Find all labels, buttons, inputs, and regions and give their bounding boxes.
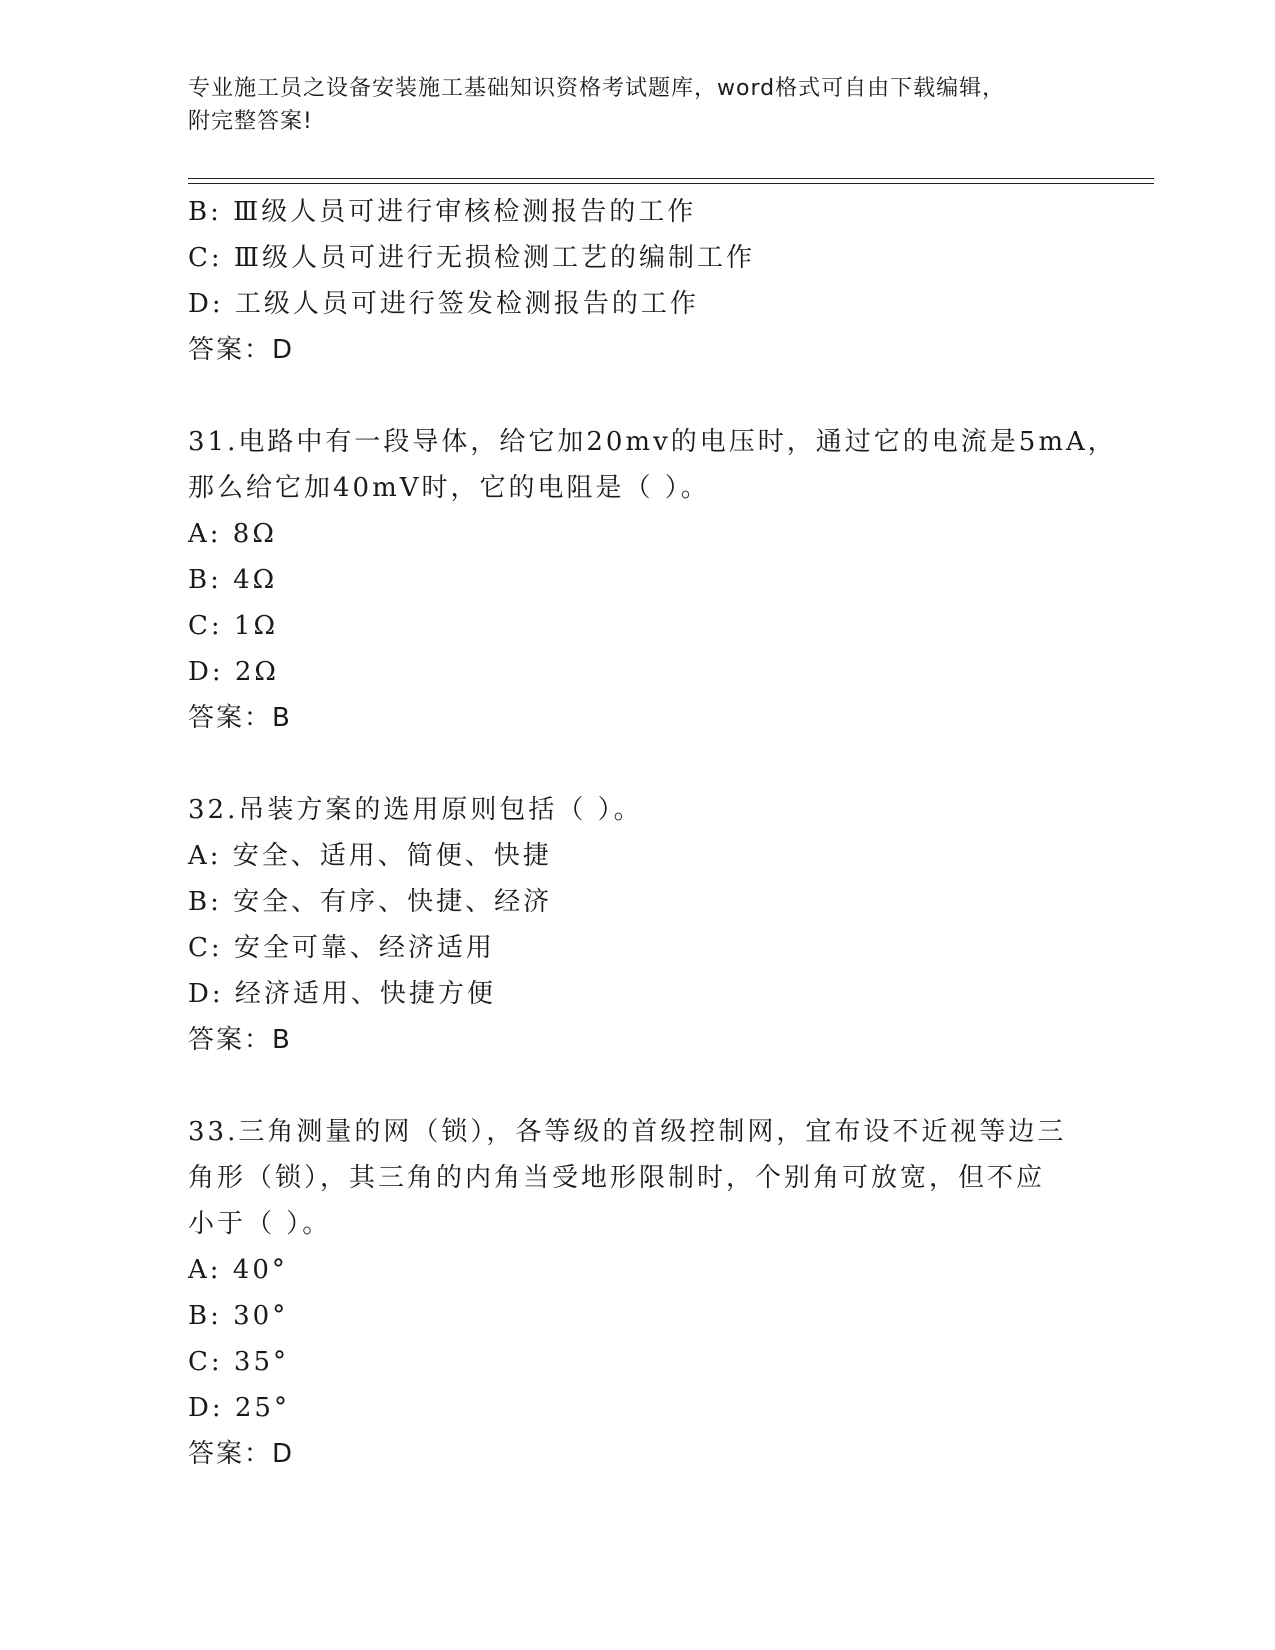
option-d: D: 25° xyxy=(188,1393,290,1423)
option-b: B: 4Ω xyxy=(188,565,278,595)
answer: 答案：D xyxy=(188,335,295,365)
question-32 xyxy=(188,787,1088,1063)
option-c: C: Ⅲ级人员可进行无损检测工艺的编制工作 xyxy=(188,243,755,273)
answer: 答案：B xyxy=(188,703,292,733)
header-line-2: 附完整答案! xyxy=(188,109,313,134)
question-stem: 那么给它加40mV时，它的电阻是（ ）。 xyxy=(188,473,710,503)
question-stem: 32.吊装方案的选用原则包括（ ）。 xyxy=(188,795,643,825)
document-header xyxy=(188,72,1088,138)
option-d: D: 经济适用、快捷方便 xyxy=(188,979,496,1009)
option-c: C: 1Ω xyxy=(188,611,279,641)
option-b: B: 30° xyxy=(188,1301,289,1331)
answer: 答案：D xyxy=(188,1439,295,1469)
option-a: A: 40° xyxy=(188,1255,288,1285)
option-a: A: 安全、适用、简便、快捷 xyxy=(188,841,552,871)
question-33 xyxy=(188,1109,1088,1477)
question-stem: 角形（锁），其三角的内角当受地形限制时，个别角可放宽，但不应 xyxy=(188,1163,1046,1193)
option-d: D: 2Ω xyxy=(188,657,279,687)
option-b: B: 安全、有序、快捷、经济 xyxy=(188,887,553,917)
header-divider-bottom xyxy=(188,183,1154,184)
question-stem: 31.电路中有一段导体，给它加20mv的电压时，通过它的电流是5mA， xyxy=(188,427,1117,457)
question-30-continued xyxy=(188,189,1088,373)
option-c: C: 35° xyxy=(188,1347,290,1377)
spacer xyxy=(188,1063,1088,1109)
header-divider-top xyxy=(188,178,1154,179)
spacer xyxy=(188,741,1088,787)
option-c: C: 安全可靠、经济适用 xyxy=(188,933,495,963)
question-content xyxy=(188,189,1117,1477)
question-stem: 小于（ ）。 xyxy=(188,1209,332,1239)
header-line-1: 专业施工员之设备安装施工基础知识资格考试题库，word格式可自由下载编辑， xyxy=(188,76,1006,101)
option-b: B: Ⅲ级人员可进行审核检测报告的工作 xyxy=(188,197,697,227)
question-stem: 33.三角测量的网（锁），各等级的首级控制网，宜布设不近视等边三 xyxy=(188,1117,1067,1147)
question-31 xyxy=(188,419,1117,741)
option-d: D: 工级人员可进行签发检测报告的工作 xyxy=(188,289,699,319)
option-a: A: 8Ω xyxy=(188,519,277,549)
answer: 答案：B xyxy=(188,1025,292,1055)
spacer xyxy=(188,373,1088,419)
